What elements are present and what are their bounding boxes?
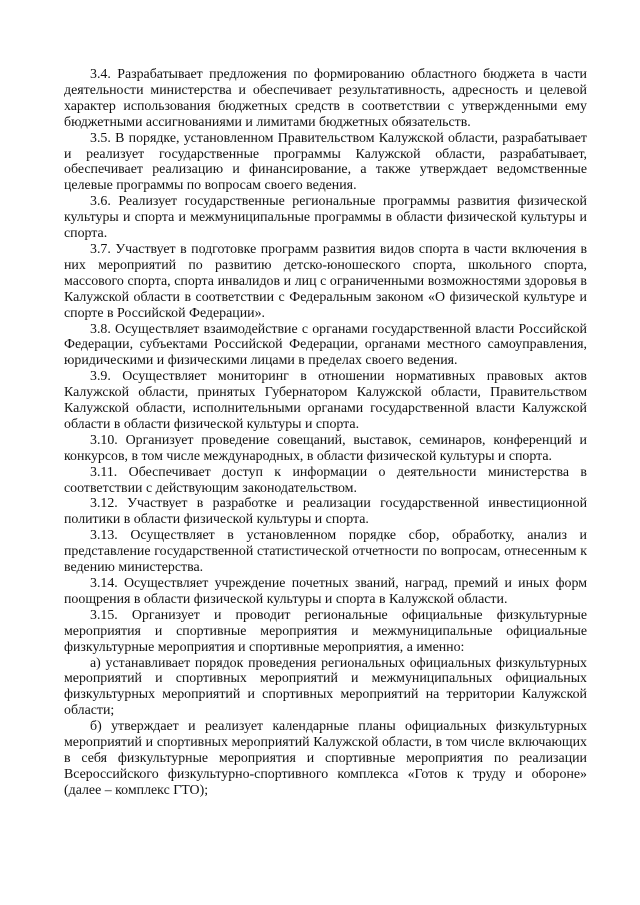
- paragraph-3-12: 3.12. Участвует в разработке и реализации государственной инвестиционной политики в области физической культуры и спорта.: [64, 496, 587, 528]
- paragraph-3-13: 3.13. Осуществляет в установленном порядке сбор, обработку, анализ и представление государственной статистической отчетности по вопросам, отнесенным к ведению министерства.: [64, 528, 587, 576]
- paragraph-3-9: 3.9. Осуществляет мониторинг в отношении нормативных правовых актов Калужской области, принятых Губернатором Калужской области, Правительством Калужской области, исполнительными органами государственной власти Калужской области в области физической культуры и спорта.: [64, 369, 587, 432]
- paragraph-3-15-a: а) устанавливает порядок проведения региональных официальных физкультурных мероприятий и спортивных мероприятий и межмуниципальных официальных физкультурных мероприятий и спортивных мероприятий на территории Калужской области;: [64, 655, 587, 719]
- document-page: [64, 67, 587, 799]
- paragraph-3-6: 3.6. Реализует государственные региональные программы развития физической культуры и спорта и межмуниципальные программы в области физической культуры и спорта.: [64, 194, 587, 242]
- paragraph-3-8: 3.8. Осуществляет взаимодействие с органами государственной власти Российской Федерации, субъектами Российской Федерации, органами местного самоуправления, юридическими и физическими лицами в пределах своего ведения.: [64, 321, 587, 369]
- paragraph-3-15: 3.15. Организует и проводит региональные официальные физкультурные мероприятия и спортивные мероприятия и межмуниципальные официальные физкультурные мероприятия и спортивные мероприятия, а именно:: [64, 607, 587, 655]
- paragraph-3-14: 3.14. Осуществляет учреждение почетных званий, наград, премий и иных форм поощрения в области физической культуры и спорта в Калужской области.: [64, 576, 587, 607]
- paragraph-3-15-b: б) утверждает и реализует календарные планы официальных физкультурных мероприятий и спортивных мероприятий Калужской области, в том числе включающих в себя физкультурные мероприятия и спортивные мероприятия по реализации Всероссийского физкультурно-спортивного комплекса «Готов к труду и обороне» (далее – комплекс ГТО);: [64, 719, 587, 798]
- paragraph-3-11: 3.11. Обеспечивает доступ к информации о деятельности министерства в соответствии с действующим законодательством.: [64, 464, 587, 496]
- paragraph-3-4: 3.4. Разрабатывает предложения по формированию областного бюджета в части деятельности министерства и обеспечивает результативность, адресность и целевой характер использования бюджетных средств в соответствии с утвержденными ему бюджетными ассигнованиями и лимитами бюджетных обязательств.: [64, 67, 587, 130]
- paragraph-3-5: 3.5. В порядке, установленном Правительством Калужской области, разрабатывает и реализует государственные программы Калужской области, разрабатывает, обеспечивает реализацию и финансирование, а также утверждает ведомственные целевые программы по вопросам своего ведения.: [64, 130, 587, 194]
- paragraph-3-10: 3.10. Организует проведение совещаний, выставок, семинаров, конференций и конкурсов, в том числе международных, в области физической культуры и спорта.: [64, 432, 587, 464]
- paragraph-3-7: 3.7. Участвует в подготовке программ развития видов спорта в части включения в них мероприятий по развитию детско-юношеского спорта, школьного спорта, массового спорта, спорта инвалидов и лиц с ограниченными возможностями здоровья в Калужской области в соответствии с Федеральным законом «О физической культуре и спорте в Российской Федерации».: [64, 241, 587, 321]
